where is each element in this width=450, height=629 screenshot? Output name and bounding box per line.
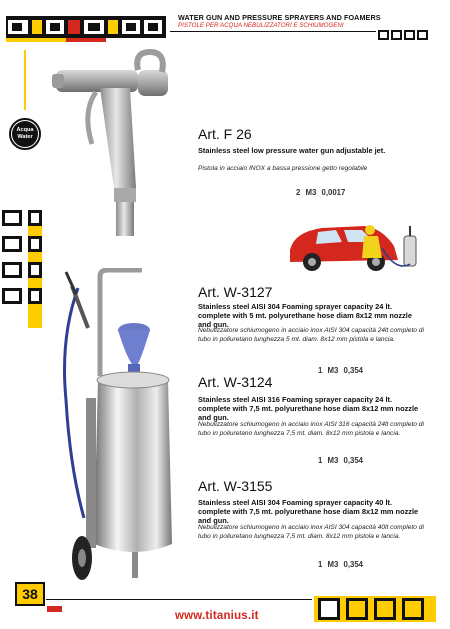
- side-box-stack: [2, 210, 22, 304]
- side-box: [2, 262, 22, 278]
- deco-box: [391, 30, 402, 40]
- side-box: [28, 236, 42, 252]
- product-description-it: Nebulizzatore schiumogeno in acciaio inox AISI 304 capacità 24lt completo di tubo in poliuretano lunghezza 5 mt. diam. 8x12 mm pistola e lancia.: [198, 327, 424, 343]
- product-packing-spec: 2 M3 0,0017: [296, 188, 346, 197]
- header-box-group: [378, 27, 430, 45]
- footer-red-accent: [47, 606, 62, 612]
- product-description-en: Stainless steel low pressure water gun adjustable jet.: [198, 146, 386, 155]
- page-number: 38: [15, 582, 45, 606]
- product-description-it: Nebulizzatore schiumogeno in acciaio inox AISI 304 capacità 40lt completo di tubo in poliuretano lunghezza 7,5 mt. diam. 8x12 mm pistola e lancia.: [198, 524, 424, 540]
- header-title: WATER GUN AND PRESSURE SPRAYERS AND FOAMERS: [178, 13, 381, 22]
- product-packing-spec: 1 M3 0,354: [318, 366, 364, 375]
- product-art-number: Art. W-3127: [198, 284, 273, 300]
- product-description-it: Nebulizzatore schiumogeno in acciaio inox AISI 316 capacità 24lt completo di tubo in poliuretano lunghezza 7,5 mt. diam. 8x12 mm pistola e lancia.: [198, 421, 424, 437]
- product-description-en: Stainless steel AISI 304 Foaming sprayer capacity 40 lt. complete with 7,5 mt. polyurethane hose diam 8x12 mm nozzle and gun.: [198, 498, 419, 525]
- car-wash-illustration: [286, 206, 430, 278]
- deco-box: [404, 30, 415, 40]
- side-box: [2, 236, 22, 252]
- header-divider: [170, 31, 376, 32]
- deco-box: [374, 598, 396, 620]
- product-description-en: Stainless steel AISI 304 Foaming sprayer capacity 24 lt. complete with 5 mt. polyurethane hose diam 8x12 mm nozzle and gun.: [198, 302, 412, 329]
- water-badge: [9, 118, 41, 150]
- deco-box: [346, 598, 368, 620]
- badge-line1: Acqua: [16, 127, 34, 133]
- footer-box-group: [314, 596, 436, 622]
- side-box: [2, 288, 22, 304]
- website-link[interactable]: www.titanius.it: [175, 610, 259, 622]
- water-badge-inner: [12, 121, 38, 147]
- deco-box: [402, 598, 424, 620]
- deco-box: [378, 30, 389, 40]
- badge-line2: Water: [17, 134, 33, 140]
- product-description-en: Stainless steel AISI 316 Foaming sprayer capacity 24 lt. complete with 7,5 mt. polyurethane hose diam 8x12 mm nozzle and gun.: [198, 395, 419, 422]
- deco-box: [318, 598, 340, 620]
- product-packing-spec: 1 M3 0,354: [318, 456, 364, 465]
- rail-accent: [24, 50, 26, 110]
- product-description-it: Pistola in acciaio INOX a bassa pressione getto regolabile: [198, 165, 368, 172]
- product-art-number: Art. W-3124: [198, 374, 273, 390]
- deco-box: [417, 30, 428, 40]
- side-box-stack-right: [28, 210, 42, 304]
- footer-divider: [46, 599, 312, 600]
- product-art-number: Art. W-3155: [198, 478, 273, 494]
- side-box: [28, 288, 42, 304]
- water-gun-image: [52, 48, 180, 238]
- product-art-number: Art. F 26: [198, 126, 252, 142]
- header-subtitle: PISTOLE PER ACQUA NEBULIZZATORI E SCHIUMOGENI: [178, 22, 344, 29]
- brand-logo: [6, 10, 166, 46]
- foam-sprayer-image: [58, 268, 188, 584]
- side-box: [28, 262, 42, 278]
- product-packing-spec: 1 M3 0,354: [318, 560, 364, 569]
- side-box: [2, 210, 22, 226]
- side-box: [28, 210, 42, 226]
